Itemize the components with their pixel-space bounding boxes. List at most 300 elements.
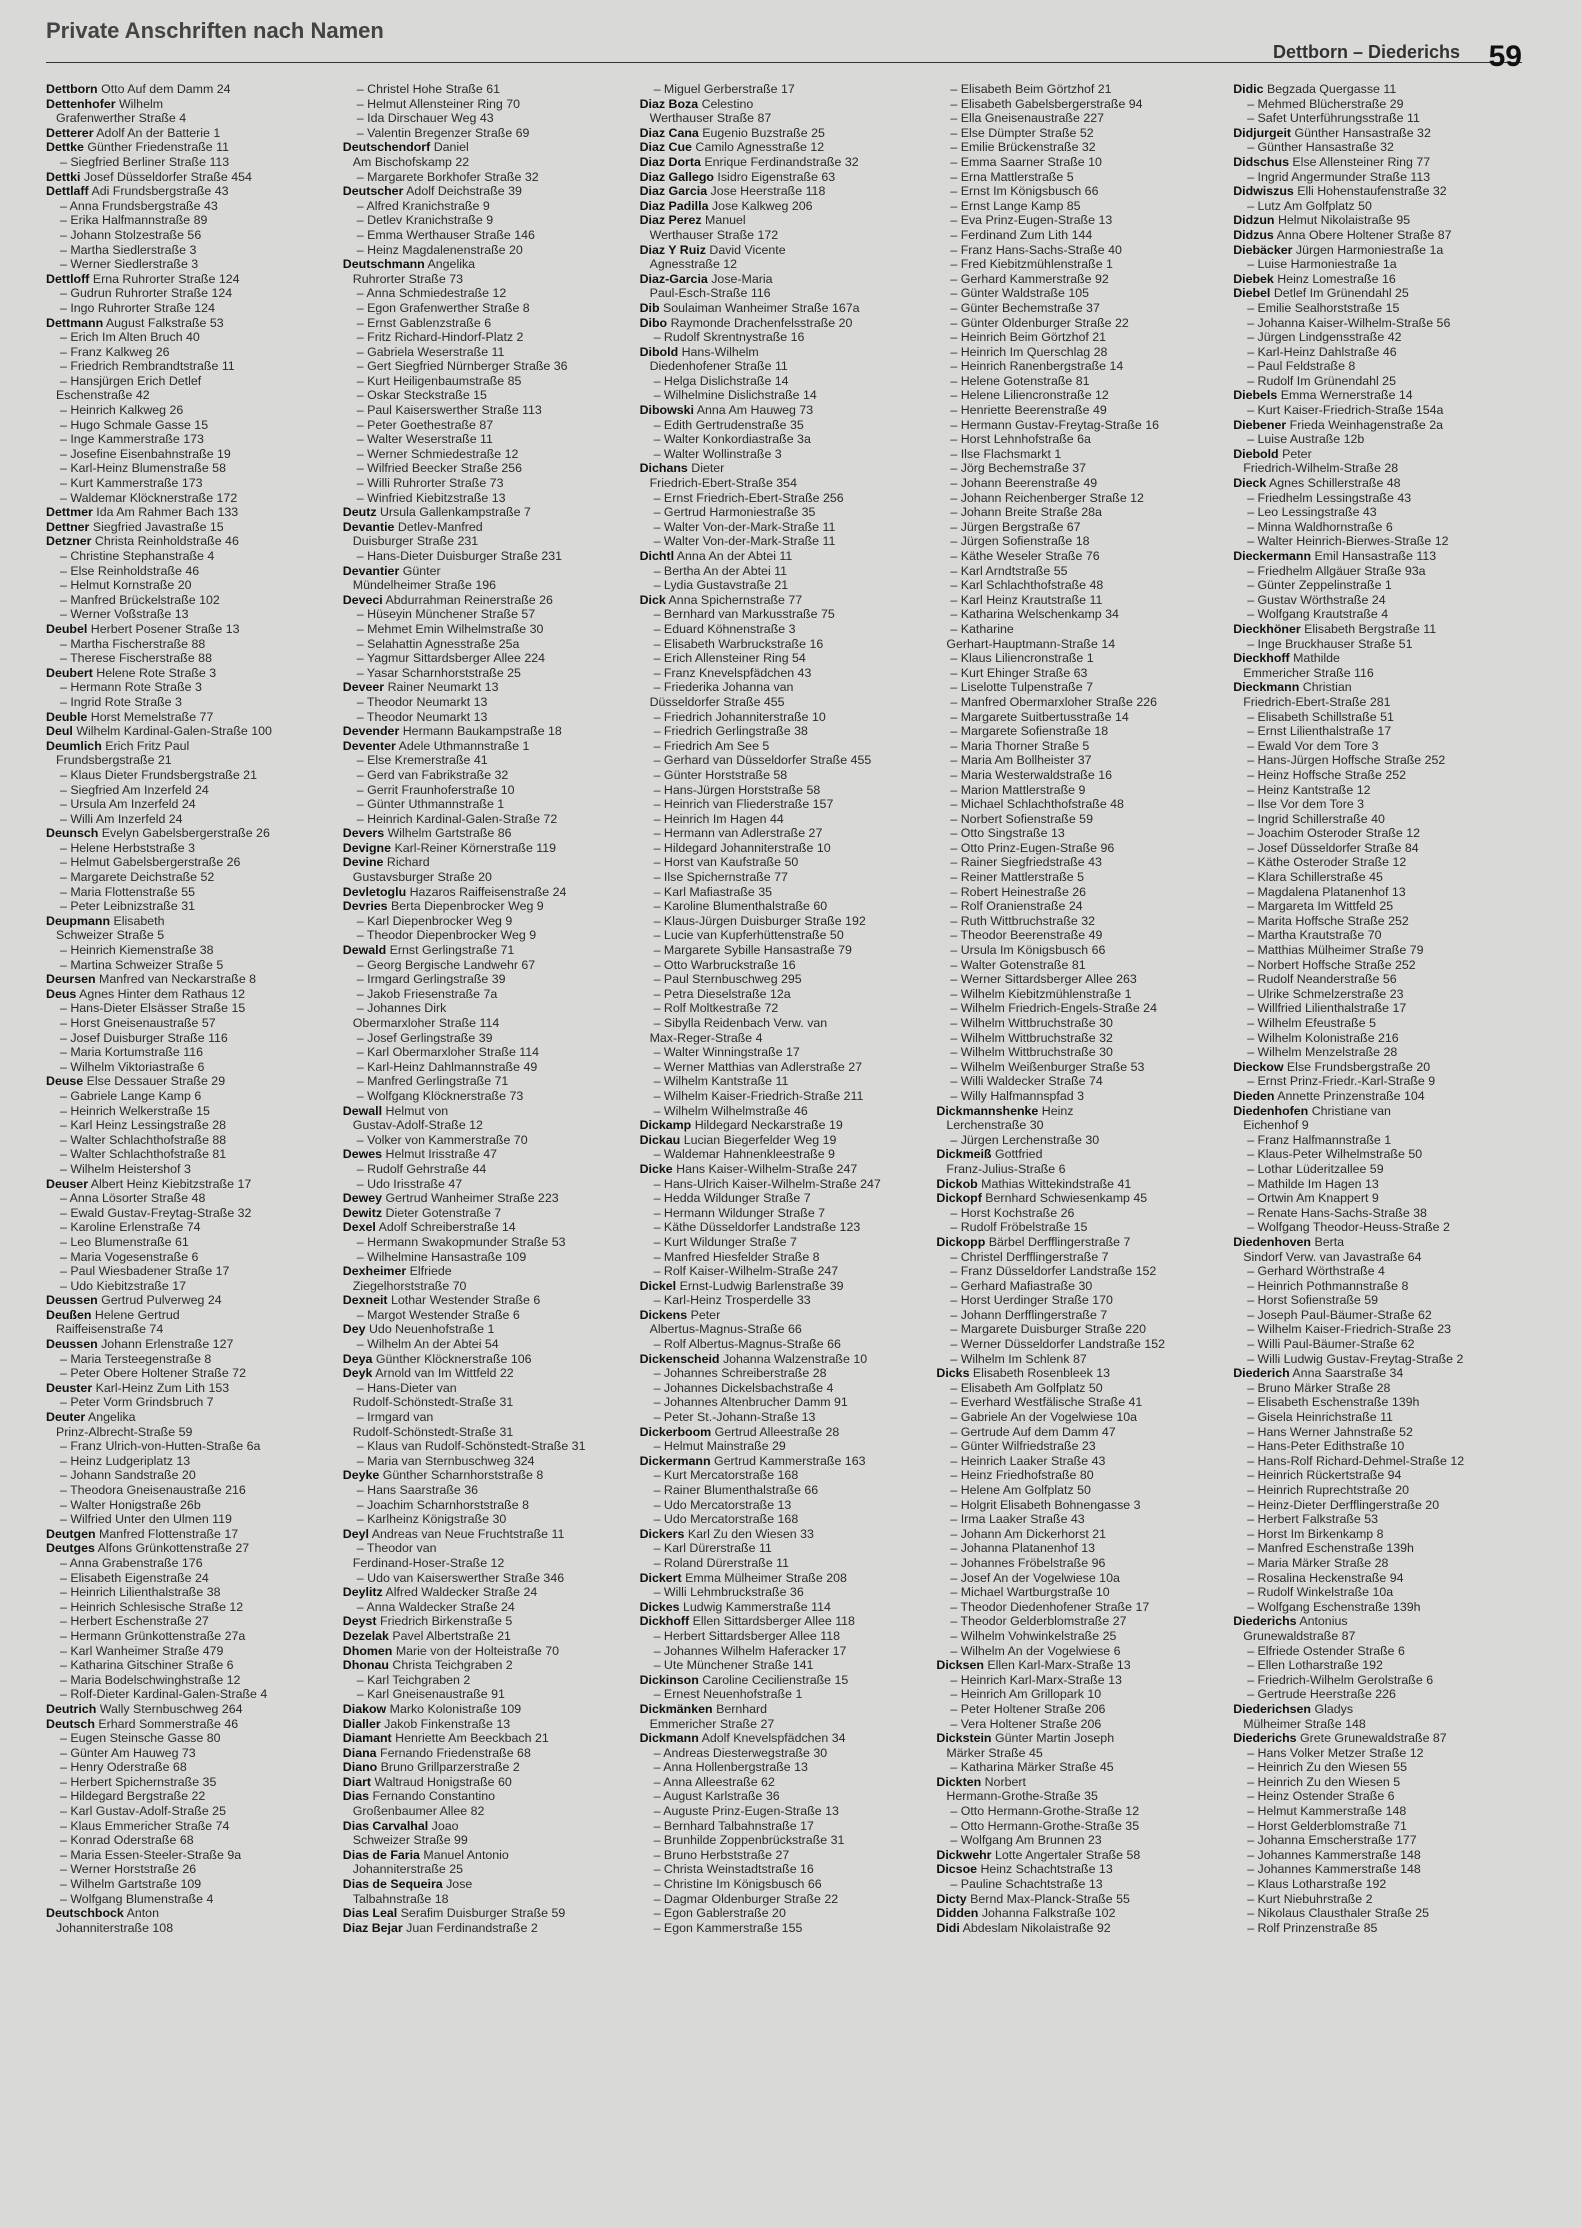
entry-text: – Johann Sandstraße 20 [60,1468,196,1483]
entry-text: – Leo Blumenstraße 61 [60,1234,189,1249]
entry-text: – Wilhelm Heistershof 3 [60,1161,191,1176]
entry-text: – Siegfried Am Inzerfeld 24 [60,782,209,797]
entry-text: – Johannes Dickelsbachstraße 4 [653,1380,834,1395]
directory-entry [46,316,337,331]
entry-text: – Paul Sternbuschweg 295 [653,972,802,987]
directory-entry [343,1819,634,1834]
directory-entry [46,739,337,754]
entry-text: Duisburger Straße 231 [352,534,479,549]
directory-entry [46,476,337,491]
directory-entry [46,1760,337,1775]
directory-entry [640,826,931,841]
directory-entry [640,1308,931,1323]
entry-text: – Eva Prinz-Eugen-Straße 13 [950,213,1113,228]
entry-text: Grete Grunewaldstraße 87 [1300,1731,1447,1746]
entry-text: – Marion Mattlerstraße 9 [950,782,1086,797]
directory-entry [46,1337,337,1352]
entry-text: Gertrud Wanheimer Straße 223 [385,1191,559,1206]
directory-entry [46,1892,337,1907]
directory-entry [936,593,1227,608]
directory-entry [1233,607,1524,622]
entry-surname: Dickob [936,1176,978,1191]
directory-entry [1233,1687,1524,1702]
directory-entry [936,1410,1227,1425]
entry-text: Albertus-Magnus-Straße 66 [649,1322,802,1337]
entry-text: Agnes Schillerstraße 48 [1269,476,1401,491]
directory-entry [640,1235,931,1250]
entry-text: – Rolf Moltkestraße 72 [653,1001,779,1016]
entry-text: – Fred Kiebitzmühlenstraße 1 [950,257,1113,272]
entry-text: – Liselotte Tulpenstraße 7 [950,680,1093,695]
entry-text: Friedrich-Ebert-Straße 354 [649,476,797,491]
entry-text: – Henry Oderstraße 68 [60,1760,187,1775]
directory-entry [1233,797,1524,812]
entry-text: – Erika Halfmannstraße 89 [60,213,208,228]
directory-entry [46,1410,337,1425]
entry-text: Abdeslam Nikolaistraße 92 [962,1920,1111,1935]
entry-text: Juan Ferdinandstraße 2 [406,1920,538,1935]
entry-text: – Ernst Prinz-Friedr.-Karl-Straße 9 [1247,1074,1436,1089]
entry-text: – Heinrich van Fliederstraße 157 [653,797,834,812]
directory-entry [936,272,1227,287]
directory-entry [46,797,337,812]
directory-entry [1233,1293,1524,1308]
entry-text: – Ellen Lotharstraße 192 [1247,1658,1383,1673]
entry-text: – Franz Knevelspfädchen 43 [653,665,812,680]
directory-entry [640,1060,931,1075]
entry-text: – Jürgen Lerchenstraße 30 [950,1132,1100,1147]
directory-entry [640,753,931,768]
directory-entry [640,1760,931,1775]
entry-text: – Rainer Blumenthalstraße 66 [653,1483,819,1497]
directory-entry [46,301,337,316]
entry-surname: Devantie [342,519,395,534]
entry-text: – Christa Weinstadtstraße 16 [653,1862,814,1877]
directory-entry [640,1906,931,1921]
directory-entry [46,1658,337,1673]
entry-text: – Herbert Eschenstraße 27 [60,1614,209,1629]
entry-text: – Erna Mattlerstraße 5 [950,169,1074,184]
entry-text: – Ernst Friedrich-Ebert-Straße 256 [653,490,844,505]
directory-entry [1233,1191,1524,1206]
directory-entry [640,155,931,170]
directory-entry [343,345,634,360]
directory-entry [46,812,337,827]
directory-entry [46,578,337,593]
entry-text: – Mathilde Im Hagen 13 [1247,1176,1379,1191]
directory-entry [936,243,1227,258]
directory-entry [640,797,931,812]
entry-surname: Dickmannshenke [936,1103,1039,1118]
directory-entry [1233,1848,1524,1863]
directory-entry [46,928,337,943]
directory-entry [936,534,1227,549]
entry-text: Christa Teichgraben 2 [392,1658,513,1673]
entry-text: Werthauser Straße 172 [649,227,779,242]
entry-text: Elisabeth Rosenbleek 13 [972,1366,1110,1381]
entry-text: – Sibylla Reidenbach Verw. van [653,1016,828,1030]
directory-entry [46,82,337,97]
directory-entry [640,1644,931,1659]
entry-text: – Herbert Sittardsberger Allee 118 [653,1628,841,1643]
entry-text: – Hildegard Johanniterstraße 10 [653,840,831,855]
directory-entry [1233,1395,1524,1410]
entry-text: – Emma Werthauser Straße 146 [356,227,535,242]
entry-text: – Johanna Kaiser-Wilhelm-Straße 56 [1247,315,1451,330]
directory-entry [46,1454,337,1469]
directory-entry [1233,885,1524,900]
directory-column [343,82,634,2212]
directory-entry [1233,170,1524,185]
directory-entry [46,1673,337,1688]
entry-text: – Heinrich Im Querschlag 28 [950,344,1108,359]
directory-entry [46,914,337,929]
directory-entry [1233,1308,1524,1323]
directory-entry [640,1045,931,1060]
directory-entry [936,1702,1227,1717]
entry-text: Christian [1302,680,1352,695]
directory-entry [936,768,1227,783]
entry-text: – Kurt Wildunger Straße 7 [653,1234,797,1249]
directory-entry [1233,359,1524,374]
directory-entry [1233,1366,1524,1381]
directory-entry [343,1322,634,1337]
entry-text: – Ursula Am Inzerfeld 24 [60,797,196,812]
directory-entry [640,286,931,301]
directory-entry [936,724,1227,739]
entry-text: Max-Reger-Straße 4 [649,1030,763,1045]
entry-surname: Deutschendorf [342,140,431,155]
directory-entry [936,1425,1227,1440]
entry-surname: Dib [639,300,660,315]
directory-entry [343,783,634,798]
directory-entry [343,1177,634,1192]
entry-text: Marko Kolonistraße 109 [389,1701,522,1716]
entry-text: – Oskar Steckstraße 15 [356,388,487,403]
directory-entry [46,1585,337,1600]
directory-entry [640,724,931,739]
entry-surname: Detterer [46,125,94,140]
directory-entry [1233,1016,1524,1031]
entry-text: – Horst Gelderblomstraße 71 [1247,1818,1407,1833]
directory-entry [1233,330,1524,345]
entry-text: – Auguste Prinz-Eugen-Straße 13 [653,1804,839,1819]
entry-text: Agnes Hinter dem Rathaus 12 [79,986,246,1001]
entry-text: Märker Straße 45 [946,1745,1043,1760]
entry-text: – Gabriela Weserstraße 11 [356,344,505,359]
directory-entry [343,1279,634,1294]
directory-entry [46,1848,337,1863]
directory-entry [1233,783,1524,798]
entry-text: – Johannes Wilhelm Haferacker 17 [653,1643,847,1658]
directory-entry [343,447,634,462]
entry-text: – Johann Breite Straße 28a [950,505,1102,520]
directory-entry [936,899,1227,914]
entry-surname: Deutgen [46,1526,96,1541]
entry-text: – Karl-Heinz Dahlstraße 46 [1247,344,1397,359]
directory-entry [936,1541,1227,1556]
entry-surname: Dettmer [46,505,93,520]
entry-text: – Bernhard Talbahnstraße 17 [653,1818,814,1833]
entry-text: – Martha Fischerstraße 88 [60,636,206,651]
directory-entry [640,1250,931,1265]
entry-text: – August Karlstraße 36 [653,1789,780,1804]
entry-text: – Günter Wilfriedstraße 23 [950,1439,1096,1454]
entry-text: Jose [446,1877,473,1892]
entry-text: – Paul Kaiserswerther Straße 113 [356,403,542,418]
entry-text: – Johannes Fröbelstraße 96 [950,1555,1106,1570]
directory-column [1233,82,1524,2212]
entry-surname: Devers [342,826,385,841]
directory-entry [640,914,931,929]
entry-text: Paul-Esch-Straße 116 [649,286,771,301]
entry-text: – Lydia Gustavstraße 21 [653,578,789,593]
entry-text: – Elisabeth Schillstraße 51 [1247,709,1394,724]
directory-entry [936,1804,1227,1819]
entry-text: Gertrud Kammerstraße 163 [713,1453,866,1468]
entry-surname: Dieckhoff [1233,651,1290,666]
directory-entry [343,476,634,491]
directory-entry [343,1600,634,1615]
entry-text: Günter Martin Joseph [994,1731,1115,1746]
entry-surname: Deutschbock [46,1906,124,1921]
entry-text: Heinz Schachtstraße 13 [980,1862,1113,1877]
directory-entry [1233,1614,1524,1629]
directory-entry [936,1104,1227,1119]
directory-entry [1233,651,1524,666]
directory-entry [1233,1585,1524,1600]
directory-entry [640,1439,931,1454]
entry-surname: Deuser [46,1176,89,1191]
entry-text: – Else Dümpter Straße 52 [950,125,1094,140]
directory-entry [1233,461,1524,476]
entry-text: – Helmut Mainstraße 29 [653,1439,786,1454]
entry-text: – Gabriele An der Vogelwiese 10a [950,1410,1138,1425]
entry-text: Ludwig Kammerstraße 114 [683,1599,831,1614]
directory-entry [1233,1060,1524,1075]
entry-text: Anna An der Abtei 11 [676,549,793,563]
entry-text: – Johannes Kammerstraße 148 [1247,1847,1421,1862]
entry-text: – Wilhelm An der Vogelwiese 6 [950,1643,1121,1658]
directory-entry [46,1366,337,1381]
directory-entry [640,710,931,725]
entry-text: – Helene Am Golfplatz 50 [950,1483,1091,1497]
directory-entry [343,520,634,535]
directory-entry [343,1775,634,1790]
directory-entry [1233,1352,1524,1367]
entry-text: Hermann-Grothe-Straße 35 [946,1789,1098,1804]
directory-entry [343,651,634,666]
directory-entry [46,1089,337,1104]
entry-text: – Joachim Osteroder Straße 12 [1247,826,1421,841]
directory-entry [936,491,1227,506]
entry-text: – Walter Von-der-Mark-Straße 11 [653,519,836,534]
entry-text: – Elisabeth Am Golfplatz 50 [950,1380,1103,1395]
entry-text: – Walter Konkordiastraße 3a [653,432,811,447]
directory-entry [343,418,634,433]
entry-text: Helene Rote Straße 3 [96,665,217,680]
directory-entry [936,432,1227,447]
directory-entry [46,1789,337,1804]
directory-entry [640,1658,931,1673]
directory-entry [1233,1600,1524,1615]
directory-entry [1233,505,1524,520]
directory-entry [343,1250,634,1265]
directory-entry [640,1892,931,1907]
directory-entry [936,1746,1227,1761]
entry-text: – Günter Uthmannstraße 1 [356,797,505,812]
directory-entry [46,1717,337,1732]
entry-text: – Ursula Im Königsbusch 66 [950,943,1106,958]
entry-text: – Vera Holtener Straße 206 [950,1716,1102,1731]
entry-text: – Hermann van Adlerstraße 27 [653,826,823,841]
entry-text: – Karlheinz Königstraße 30 [356,1512,507,1527]
entry-text: – Friedhelm Lessingstraße 43 [1247,490,1412,505]
directory-entry [640,1118,931,1133]
directory-entry [46,374,337,389]
entry-text: David Vicente [709,242,786,257]
directory-entry [46,1541,337,1556]
directory-entry [343,1541,634,1556]
directory-entry [936,359,1227,374]
directory-entry [936,1614,1227,1629]
directory-entry [1233,710,1524,725]
entry-text: – Käthe Düsseldorfer Landstraße 123 [653,1220,861,1235]
entry-text: – Heinrich Im Hagen 44 [653,811,784,826]
entry-text: – Wolfgang Klöcknerstraße 73 [356,1088,524,1103]
entry-text: – Edith Gertrudenstraße 35 [653,417,804,432]
entry-text: Gustav-Adolf-Straße 12 [352,1118,483,1133]
directory-entry [1233,1264,1524,1279]
entry-text: Jakob Finkenstraße 13 [384,1716,511,1731]
entry-text: – Konrad Oderstraße 68 [60,1833,194,1848]
entry-text: – Rudolf Winkelstraße 10a [1247,1585,1394,1600]
entry-text: – Heinrich Ruprechtstraße 20 [1247,1483,1410,1497]
directory-entry [1233,1279,1524,1294]
directory-entry [936,330,1227,345]
directory-entry [640,388,931,403]
entry-text: – Karl Teichgraben 2 [356,1672,471,1687]
entry-surname: Deussen [46,1337,98,1352]
entry-text: – Rainer Siegfriedstraße 43 [950,855,1102,870]
directory-entry [343,710,634,725]
entry-text: – Minna Waldhornstraße 6 [1247,519,1393,534]
entry-text: Manuel Antonio [423,1847,509,1862]
entry-text: Gustavsburger Straße 20 [352,870,492,885]
directory-entry [1233,739,1524,754]
entry-text: – Peter St.-Johann-Straße 13 [653,1410,816,1425]
entry-text: – Gustav Wörthstraße 24 [1247,592,1386,607]
directory-entry [1233,272,1524,287]
entry-text: – Elisabeth Gabelsbergerstraße 94 [950,96,1143,111]
entry-surname: Dettenhofer [46,96,116,111]
directory-entry [640,140,931,155]
entry-text: Helmut Nikolaistraße 95 [1277,213,1411,228]
entry-text: – Margarete Suitbertusstraße 14 [950,709,1129,724]
entry-text: – Maria Tersteegenstraße 8 [60,1351,212,1366]
entry-surname: Deubel [46,621,88,636]
directory-entry [640,1673,931,1688]
entry-text: – Gisela Heinrichstraße 11 [1247,1410,1393,1425]
directory-entry [640,666,931,681]
directory-entry [1233,1717,1524,1732]
directory-entry [936,228,1227,243]
entry-text: Günther Klöcknerstraße 106 [375,1351,532,1366]
directory-entry [640,126,931,141]
directory-entry [46,228,337,243]
directory-entry [46,593,337,608]
entry-text: – Margarete Sybille Hansastraße 79 [653,943,852,958]
directory-entry [46,1177,337,1192]
entry-text: – Wilhelm Weißenburger Straße 53 [950,1059,1145,1074]
entry-text: – Inge Bruckhauser Straße 51 [1247,636,1413,651]
entry-text: – Karl-Heinz Blumenstraße 58 [60,461,226,476]
directory-entry [936,1118,1227,1133]
entry-text: – Kurt Heiligenbaumstraße 85 [356,373,522,388]
directory-entry [640,1147,931,1162]
directory-entry [640,1717,931,1732]
directory-entry [343,987,634,1002]
entry-text: – Elisabeth Warbruckstraße 16 [653,636,824,651]
directory-entry [343,549,634,564]
directory-entry [936,1279,1227,1294]
entry-surname: Dieckow [1233,1059,1284,1074]
entry-text: – Heinrich Beim Görtzhof 21 [950,330,1107,345]
entry-text: – Therese Fischerstraße 88 [60,651,212,666]
directory-entry [640,1162,931,1177]
entry-text: Berta Diepenbrocker Weg 9 [391,899,544,914]
entry-text: – Bruno Herbststraße 27 [653,1847,790,1862]
directory-entry [46,1644,337,1659]
entry-text: Friedrich-Wilhelm-Straße 28 [1243,461,1399,476]
entry-text: – Katharine [950,621,1014,636]
directory-entry [936,476,1227,491]
directory-entry [46,651,337,666]
directory-entry [936,1789,1227,1804]
entry-text: – Friedrich Am See 5 [653,738,770,753]
entry-text: Franz-Julius-Straße 6 [946,1161,1066,1176]
directory-entry [640,1089,931,1104]
entry-surname: Deuble [46,709,88,724]
directory-entry [640,461,931,476]
entry-text: – Bertha An der Abtei 11 [653,563,788,578]
entry-text: – Günter Waldstraße 105 [950,286,1090,301]
entry-surname: Dickens [639,1307,688,1322]
directory-entry [343,213,634,228]
directory-entry [936,943,1227,958]
directory-entry [640,272,931,287]
entry-surname: Diana [342,1745,377,1760]
directory-entry [1233,447,1524,462]
entry-surname: Dewitz [342,1205,383,1220]
directory-entry [46,1264,337,1279]
directory-entry [46,1060,337,1075]
entry-surname: Dezelak [342,1628,389,1643]
entry-text: – Martha Siedlerstraße 3 [60,242,197,257]
entry-text: Anna Obere Holtener Straße 87 [1276,227,1452,242]
entry-surname: Dicke [639,1161,673,1176]
directory-entry [343,1220,634,1235]
directory-entry [1233,491,1524,506]
directory-entry [1233,1819,1524,1834]
entry-text: – Udo Mercatorstraße 168 [653,1512,799,1527]
directory-entry [46,1352,337,1367]
entry-text: – Heinz Ludgeriplatz 13 [60,1453,191,1468]
entry-surname: Diart [342,1774,372,1789]
entry-text: – Jürgen Sofienstraße 18 [950,534,1090,549]
entry-surname: Diaz Cana [639,125,699,140]
entry-text: Helene Gertrud [94,1307,180,1322]
